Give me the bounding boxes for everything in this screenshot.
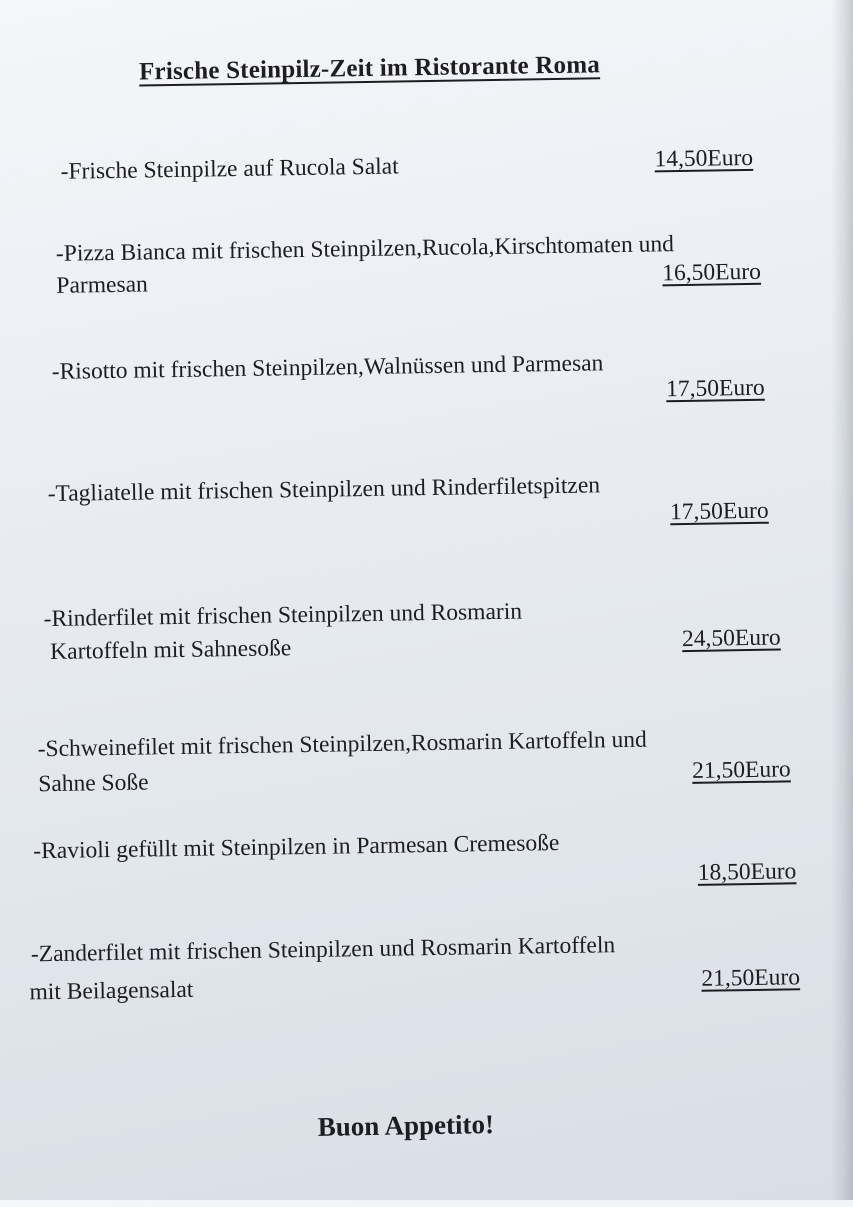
menu-item-description: -Risotto mit frischen Steinpilzen,Walnüssen und Parmesan bbox=[51, 350, 604, 385]
menu-title: Frische Steinpilz-Zeit im Ristorante Roma bbox=[138, 51, 601, 86]
menu-item-description-cont: Parmesan bbox=[56, 271, 149, 299]
menu-item-description-cont: Kartoffeln mit Sahnesoße bbox=[49, 635, 292, 665]
menu-item-description: -Schweinefilet mit frischen Steinpilzen,Rosmarin Kartoffeln und bbox=[37, 726, 647, 763]
menu-item-price: 21,50Euro bbox=[701, 964, 801, 992]
paper-edge-shadow bbox=[831, 0, 853, 1200]
menu-item-price: 17,50Euro bbox=[665, 374, 765, 403]
menu-item-price: 17,50Euro bbox=[669, 497, 769, 526]
menu-item-price: 21,50Euro bbox=[691, 756, 791, 784]
menu-item-price: 16,50Euro bbox=[662, 258, 762, 287]
menu-item-description: -Ravioli gefüllt mit Steinpilzen in Parmesan Cremesoße bbox=[33, 830, 560, 865]
menu-item-description-cont: mit Beilagensalat bbox=[29, 976, 194, 1006]
menu-item-description: -Zanderfilet mit frischen Steinpilzen und Rosmarin Kartoffeln bbox=[30, 932, 616, 968]
menu-item-description: -Rinderfilet mit frischen Steinpilzen und Rosmarin bbox=[43, 598, 523, 633]
menu-item-description: -Frische Steinpilze auf Rucola Salat bbox=[60, 153, 399, 185]
menu-item-price: 24,50Euro bbox=[681, 624, 781, 653]
menu-item-description: -Pizza Bianca mit frischen Steinpilzen,Rucola,Kirschtomaten und bbox=[55, 231, 675, 267]
menu-item-price: 14,50Euro bbox=[654, 144, 754, 173]
menu-item-price: 18,50Euro bbox=[697, 858, 797, 886]
footer-greeting: Buon Appetito! bbox=[317, 1109, 495, 1142]
menu-item-description: -Tagliatelle mit frischen Steinpilzen und Rinderfiletspitzen bbox=[47, 472, 601, 508]
menu-item-description-cont: Sahne Soße bbox=[38, 769, 149, 798]
